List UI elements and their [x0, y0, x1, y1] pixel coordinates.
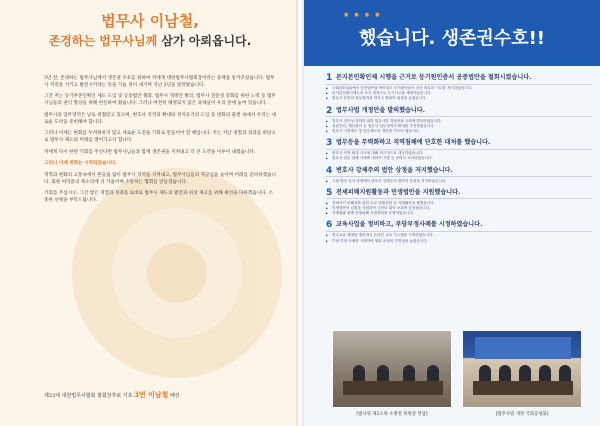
achievement-title: 변호사 강제주의 법안 상정을 저지했습니다.	[336, 166, 453, 174]
achievement-bullet: ▶ 부당·부정 사례를 시정하여 협회 운영의 투명성을 높였습니다.	[326, 239, 592, 244]
achievement-bullet: ▶ 법무사 업무 침해 사례에 대하여 고발 등 강력히 조치하였습니다.	[326, 156, 592, 161]
achievements-header	[304, 0, 600, 66]
achievement-heading	[326, 221, 592, 232]
achievement-title: 법무사법 개정안을 발의했습니다.	[336, 106, 425, 114]
achievement-bullet: ▶ 전세사기 피해자를 위한 무료 법률상담 및 지원활동을 펼쳤습니다.	[326, 201, 592, 206]
meeting-table	[343, 381, 443, 395]
achievement-item	[326, 107, 592, 135]
achievement-item	[326, 189, 592, 217]
hearing-banner	[475, 337, 571, 359]
letter-paragraph: 기회를 주십시오. 그간 쌓은 경험과 성과를 토대로 법무사 제도의 발전과 위상 제고를 위해 최선을 다하겠습니다. 소중한 선택을 부탁드립니다.	[44, 191, 273, 204]
achievement-item	[326, 167, 592, 184]
achievement-number: 2	[326, 105, 333, 116]
achievement-item	[326, 221, 592, 243]
signature-prefix: 제23대 대한법무사협회 협회장후보 기호	[44, 393, 133, 399]
achievements-title: 했습니다. 생존권수호!!	[358, 28, 545, 49]
achievement-bullet: ▶ 법무사 시험제도 및 연수제도의 개선을 이루어 냈습니다.	[326, 129, 592, 134]
letter-body	[44, 76, 276, 210]
letter-paragraph: 3년 전, 존경하는 법무사님께서 생존권 수호를 위하여 저에게 대한법무사협회장이라는 중책을 맡겨주셨습니다. 법무사 직역을 지키고 발전시키라는 뜻을 가슴 깊이 새기며 지난 3년을 달려왔습니다.	[44, 76, 275, 88]
achievement-title: 전세피해지원활동과 민생법안을 지원했습니다.	[336, 188, 461, 196]
achievement-bullet: ▶ 법무사 전문성 강화를 위한 법무사법 개정안을 국회에 발의하였습니다.	[326, 119, 592, 124]
achievement-item	[326, 139, 592, 161]
achievement-bullets	[326, 179, 592, 184]
achievement-bullet: ▶ 성년후견, 재산관리 등 법무사 업무영역의 확대를 추진하였습니다.	[326, 124, 592, 129]
achievement-bullets	[326, 151, 592, 161]
hearing-table	[473, 381, 573, 395]
achievement-number: 5	[326, 187, 333, 198]
achievement-bullet: ▶ 연수교육 체계를 정비하고 온라인 교육 시스템을 구축하였습니다.	[326, 233, 592, 238]
achievement-bullet: ▶ 국회(법사위)에서 공증법안을 막아내고 등기원인증서 공증 의무화 시도를 저지하였습니다.	[326, 86, 592, 91]
letter-subtitle	[0, 32, 300, 49]
achievement-item	[326, 74, 592, 102]
photo-caption: [법사위 제1소위 소병철 위원장 면담]	[356, 412, 428, 417]
achievement-number: 6	[326, 220, 333, 231]
achievement-bullet: ▶ 본지본인확인제도의 조기 정착으로 등기사고를 예방하였습니다.	[326, 91, 592, 96]
achievement-bullets	[326, 233, 592, 243]
achievement-bullet: ▶ 지방회와 함께 전세피해 지원센터를 운영하였습니다.	[326, 211, 592, 216]
achievement-title: 법무등을 무력화하고 직역침해에 단호한 대처를 했습니다.	[336, 139, 491, 147]
achievement-heading	[326, 74, 592, 85]
letter-subtitle-highlight: 존경하는 법무사님께	[48, 34, 158, 48]
achievement-bullet: ▶ 국회 법안 심사 과정에서 변호사 강제주의 법안의 상정을 저지하였습니다.	[326, 179, 592, 184]
page-gutter	[296, 0, 304, 426]
achievement-bullet: ▶ 법무사 본연의 업무영역을 지키고 협회의 위상을 높였습니다.	[326, 96, 592, 101]
achievement-bullet: ▶ 민생법안의 입법을 지원하여 국민의 권익 보호에 앞장섰습니다.	[326, 206, 592, 211]
achievement-heading	[326, 139, 592, 150]
letter-paragraph: 개혁과 변화의 고통속에서 흔들림 없이 법무사 직역을 지켜내고, 법무사님들의 자긍심을 높이며 미래를 준비하겠습니다. 회원 여러분의 목소리에 귀 기울이며 소통하는 협회를 만들겠습니다.	[44, 173, 276, 185]
achievement-number: 1	[326, 73, 333, 83]
achievement-number: 4	[326, 165, 333, 176]
achievement-list	[326, 74, 592, 249]
letter-title: 법무사 이남철,	[101, 12, 199, 30]
seal-core	[147, 243, 207, 303]
hearing-photo	[462, 330, 582, 408]
letter-subtitle-rest: 삼가 아뢰옵니다.	[157, 34, 252, 48]
letter-paragraph: 그러나 이제는 변화를 두려워하지 않고 새로운 도전을 기회로 만들어야 할 때입니다. 저는 지난 경험과 성과를 바탕으로 법무사 제도의 미래를 열어가고자 합니다.	[44, 131, 276, 143]
letter-highlight: 그러나 이제 변화는 시작되었습니다.	[44, 161, 117, 167]
achievement-heading	[326, 167, 592, 178]
letter-paragraph: 그간 저는 등기부본인확인 제도 도입 및 공증법안 철회, 법무사 개정안 발의, 법무사 전문성 강화를 위한 노력 등 법무사님들의 권익 향상을 위해 헌신하여 왔습니다. 그러나 여전히 해결되지 않은 과제들이 우리 앞에 놓여 있습니다.	[44, 94, 276, 107]
achievement-bullets	[326, 119, 592, 135]
achievement-heading	[326, 189, 592, 200]
letter-paragraph: 저에게 다시 한번 기회를 주신다면 법무사님들과 함께 생존권을 지켜내고 더 큰 도약을 이루어 내겠습니다.	[44, 149, 256, 155]
photo-strip	[322, 330, 592, 422]
photo-caption: [법무사법 개정 국회공청회]	[495, 412, 549, 417]
achievement-title: 본지본인확인제 시행을 근거로 등기원인증서 공증법안을 철회시켰습니다.	[336, 74, 532, 81]
letter-signature	[44, 390, 284, 400]
letter-paragraph: 법무사의 업무영역은 날로 위협받고 있으며, 변호사 직역의 확대와 전자등기의 도입 등 변화의 물결 속에서 우리는 새로운 도약을 준비해야 합니다.	[44, 112, 276, 125]
achievement-bullets	[326, 201, 592, 217]
achievement-bullets	[326, 86, 592, 102]
right-page	[304, 0, 600, 426]
signature-name: 3번 이남철	[134, 390, 169, 399]
achievement-heading	[326, 107, 592, 118]
signature-suffix: 배상	[169, 393, 180, 399]
achievement-bullet: ▶ 변호사 직역 확대 시도에 대해 적극적으로 대응하였습니다.	[326, 151, 592, 156]
meeting-photo	[332, 330, 452, 408]
achievement-title: 교육사업을 정비하고, 부당부정사례를 시정하였습니다.	[336, 221, 483, 229]
header-dots: ●●●●	[344, 12, 386, 18]
achievement-number: 3	[326, 138, 333, 149]
